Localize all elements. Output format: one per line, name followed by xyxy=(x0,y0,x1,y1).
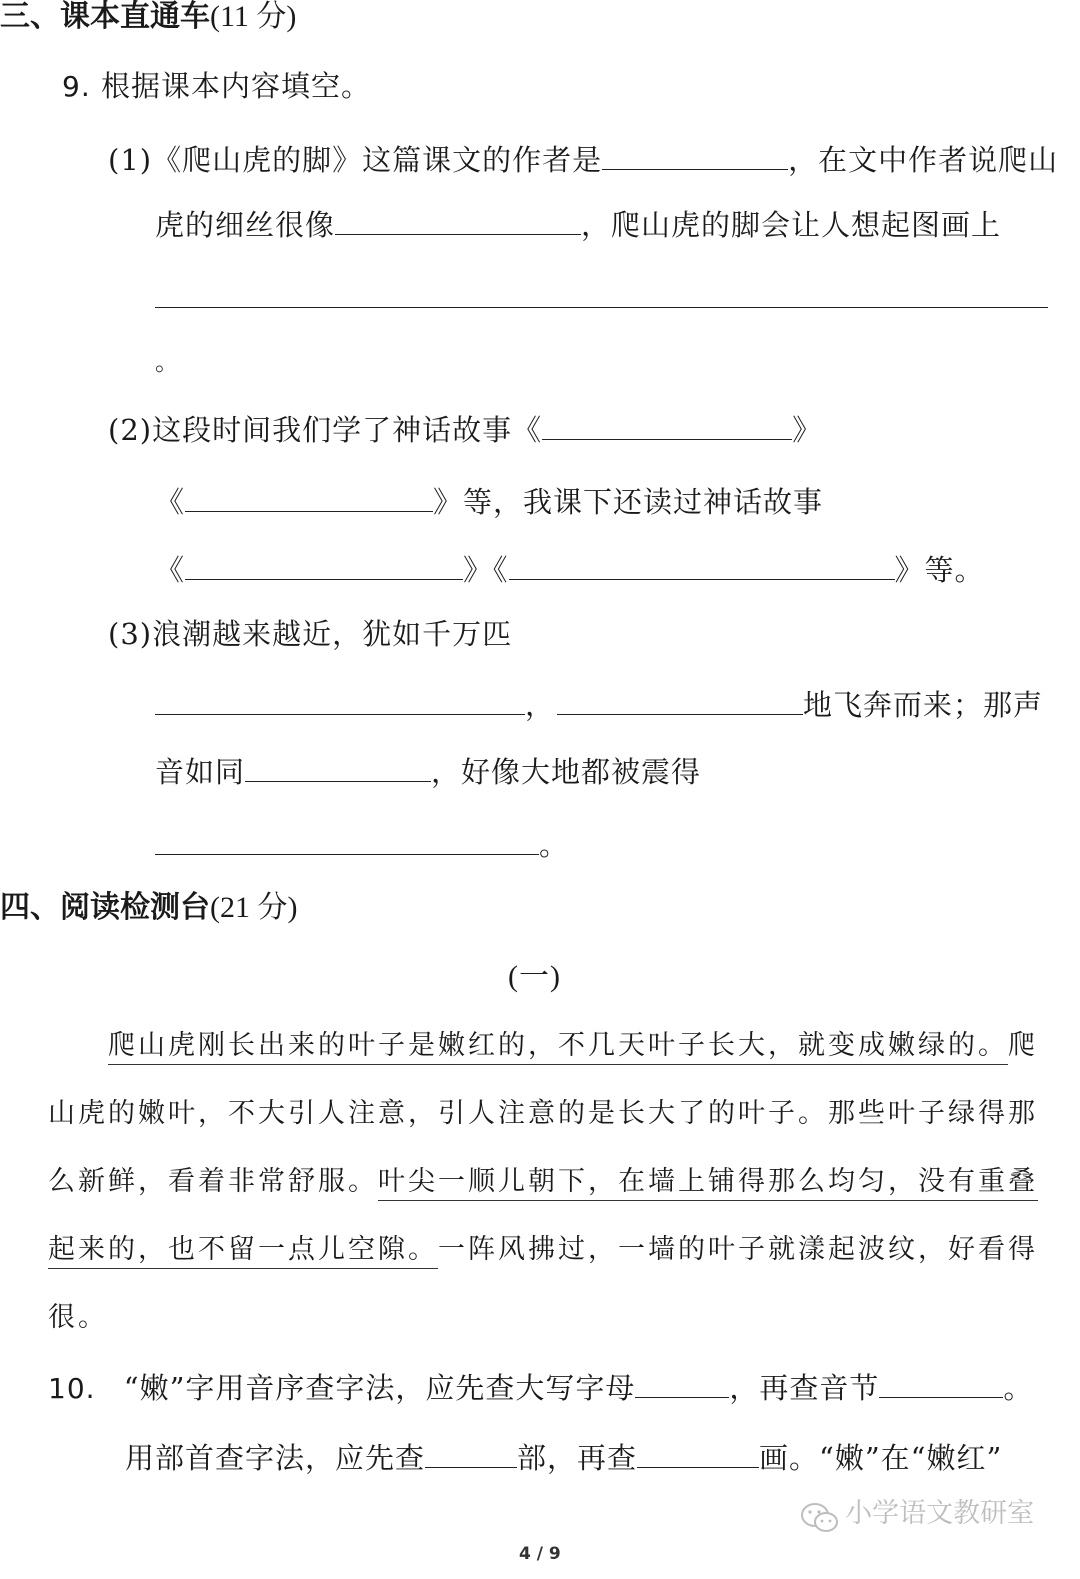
answer-blank[interactable] xyxy=(637,1443,759,1468)
q10-text-c: 。 xyxy=(1003,1371,1034,1405)
q9-part3-line1 xyxy=(108,617,513,651)
question-9-text: 根据课本内容填空。 xyxy=(100,69,371,103)
q9-part3-text-c: 地飞奔而来；那声 xyxy=(803,688,1044,722)
passage-line-3 xyxy=(48,1168,1038,1195)
reading-part-label: (一) xyxy=(508,960,561,993)
q9-part1-period: 。 xyxy=(155,348,180,376)
answer-blank[interactable] xyxy=(602,145,788,170)
underlined-sentence-1: 爬山虎刚长出来的叶子是嫩红的，不几天叶子长大，就变成嫩绿的。 xyxy=(108,1030,1008,1065)
question-9-number: 9. xyxy=(62,70,91,103)
answer-blank[interactable] xyxy=(335,210,581,235)
answer-blank[interactable] xyxy=(155,830,539,855)
answer-blank[interactable] xyxy=(879,1373,1003,1398)
q9-part3-text-a: (3)浪潮越来越近，犹如千万匹 xyxy=(108,617,513,651)
answer-blank[interactable] xyxy=(155,690,525,715)
passage-line-2: 山虎的嫩叶，不大引人注意，引人注意的是长大了的叶子。那些叶子绿得那 xyxy=(48,1098,1038,1129)
q9-part3-line2 xyxy=(155,690,1043,720)
answer-blank[interactable] xyxy=(425,1443,517,1468)
passage-line-5: 很。 xyxy=(48,1302,108,1333)
q9-part3-line3 xyxy=(155,757,701,787)
q9-part2-line3 xyxy=(155,555,985,585)
q9-part1-line1 xyxy=(108,145,1058,175)
passage-text: 一阵风拂过，一墙的叶子就漾起波纹，好看得 xyxy=(438,1234,1038,1265)
answer-blank-full-line[interactable] xyxy=(155,307,1048,308)
q9-part2-text-c: 《 xyxy=(155,485,186,519)
underlined-sentence-2b: 起来的，也不留一点儿空隙。 xyxy=(48,1234,438,1269)
section-3-title: 三、课本直通车 xyxy=(0,0,210,34)
passage-text: 爬 xyxy=(1008,1030,1038,1061)
question-9-prompt xyxy=(62,69,371,103)
q10-text-e: 部，再查 xyxy=(517,1441,638,1475)
q9-part3-text-b: ， xyxy=(525,688,556,722)
answer-blank[interactable] xyxy=(635,1373,729,1398)
section-4-score: (21 分) xyxy=(210,891,298,924)
section-3-score: (11 分) xyxy=(210,0,297,33)
answer-blank[interactable] xyxy=(185,555,463,580)
passage-line-4 xyxy=(48,1236,1038,1263)
q9-part2-text-a: (2)这段时间我们学了神话故事《 xyxy=(108,413,543,447)
underlined-sentence-2a: 叶尖一顺儿朝下，在墙上铺得那么均匀，没有重叠 xyxy=(378,1166,1038,1201)
passage-line-1 xyxy=(108,1032,1038,1059)
section-4-title: 四、阅读检测台 xyxy=(0,890,210,925)
q10-text-a: “嫩”字用音序查字法，应先查大写字母 xyxy=(123,1371,636,1405)
section-3-heading xyxy=(0,2,296,32)
q9-part3-text-e: ，好像大地都被震得 xyxy=(431,755,702,789)
q9-part1-text-b: ，在文中作者说爬山 xyxy=(788,143,1059,177)
page-number: 4 / 9 xyxy=(519,1544,561,1564)
q9-part1-text-d: ，爬山虎的脚会让人想起图画上 xyxy=(581,208,1002,242)
q9-part3-text-f: 。 xyxy=(539,828,570,862)
section-4-heading xyxy=(0,890,298,925)
q9-part3-text-d: 音如同 xyxy=(155,755,246,789)
answer-blank[interactable] xyxy=(185,487,433,512)
q9-part2-text-f: 》《 xyxy=(463,553,509,587)
q10-text-f: 画。“嫩”在“嫩红” xyxy=(759,1441,1003,1475)
q10-text-d: 用部首查字法，应先查 xyxy=(125,1441,426,1475)
q9-part2-text-d: 》等，我课下还读过神话故事 xyxy=(433,485,824,519)
answer-blank[interactable] xyxy=(557,690,803,715)
question-10-line1 xyxy=(48,1373,1033,1403)
q9-part3-line4 xyxy=(155,830,569,860)
q9-part2-text-e: 《 xyxy=(155,553,186,587)
q9-part2-line1 xyxy=(108,415,822,445)
q9-part2-text-b: 》 xyxy=(792,413,823,447)
answer-blank[interactable] xyxy=(509,555,895,580)
q9-part1-text-c: 虎的细丝很像 xyxy=(155,208,336,242)
answer-blank[interactable] xyxy=(542,415,792,440)
wechat-icon xyxy=(800,1501,840,1535)
answer-blank[interactable] xyxy=(245,757,431,782)
question-10-number: 10. xyxy=(48,1372,96,1405)
watermark xyxy=(800,1500,1034,1535)
watermark-text: 小学语文教研室 xyxy=(845,1498,1035,1529)
q9-part2-line2 xyxy=(155,487,823,517)
q9-part1-text-a: (1)《爬山虎的脚》这篇课文的作者是 xyxy=(108,143,603,177)
question-10-line2 xyxy=(125,1443,1002,1473)
q10-text-b: ，再查音节 xyxy=(729,1371,880,1405)
q9-part1-line2 xyxy=(155,210,1001,240)
q9-part2-text-g: 》等。 xyxy=(894,553,985,587)
passage-text: 么新鲜，看着非常舒服。 xyxy=(48,1166,378,1197)
